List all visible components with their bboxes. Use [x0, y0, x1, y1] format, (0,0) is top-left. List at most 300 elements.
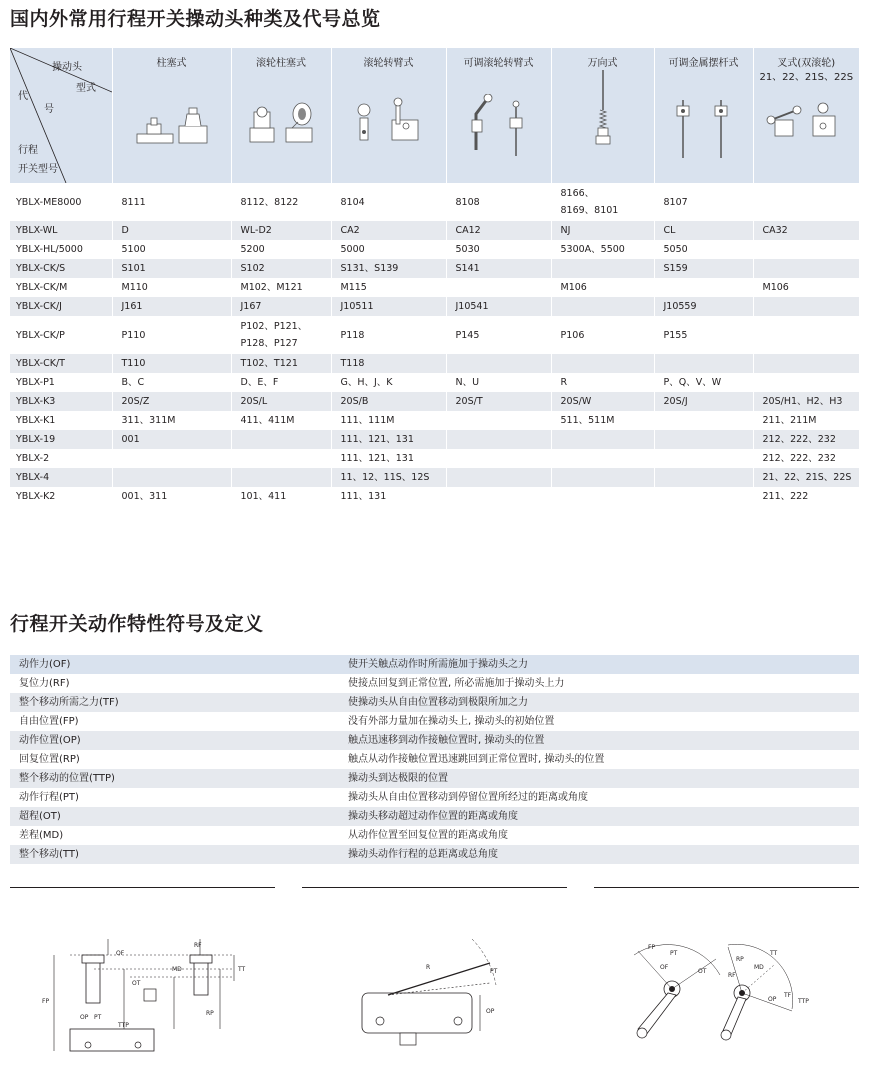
- code-cell: [654, 449, 753, 468]
- code-text: 8112、8122: [240, 196, 299, 208]
- code-text: CA12: [455, 225, 481, 236]
- diagram-label: OP: [768, 996, 777, 1003]
- code-cell: [551, 411, 654, 430]
- code-cell: [551, 297, 654, 316]
- code-cell: [446, 449, 551, 468]
- model-cell: YBLX-ME8000: [16, 196, 82, 208]
- code-cell: [112, 221, 231, 240]
- diagram-label: RF: [728, 972, 736, 979]
- model-cell: YBLX-4: [10, 468, 112, 487]
- code-cell: [551, 354, 654, 373]
- code-text: P118: [340, 329, 365, 341]
- code-cell: [112, 354, 231, 373]
- definition-cell: 触点从动作接触位置迅速跳回到正常位置时, 操动头的位置: [348, 754, 605, 765]
- code-cell: [331, 373, 446, 392]
- table-row: [10, 411, 859, 430]
- table-row: [10, 259, 859, 278]
- adjustable-roller-lever-icon: [454, 94, 544, 164]
- code-cell: [231, 373, 331, 392]
- definition-row: [10, 712, 859, 731]
- code-cell: [753, 354, 859, 373]
- code-cell: [231, 487, 331, 506]
- code-cell: [446, 487, 551, 506]
- code-text: B、C: [121, 377, 145, 388]
- column-header: [112, 48, 231, 183]
- code-cell: [654, 240, 753, 259]
- code-cell: [446, 354, 551, 373]
- code-text: 111、111M: [340, 415, 395, 426]
- diagram-label: FP: [42, 998, 50, 1005]
- actuator-code-table: [10, 48, 859, 506]
- corner-series-label: 行程: [18, 145, 38, 156]
- definition-row: [10, 845, 859, 864]
- code-text: 8169、8101: [560, 205, 619, 216]
- definition-row: [10, 693, 859, 712]
- column-name: 柱塞式: [156, 58, 187, 69]
- diagram-label: TT: [238, 966, 246, 973]
- code-cell: [654, 259, 753, 278]
- model-cell: YBLX-K1: [16, 415, 56, 426]
- code-cell: [753, 278, 859, 297]
- code-text: 8107: [663, 196, 688, 208]
- code-text: 211、222: [762, 491, 809, 502]
- adjustable-rod-icon: [659, 94, 749, 164]
- code-cell: [112, 411, 231, 430]
- code-cell: [753, 183, 859, 221]
- definition-cell: 操动头从自由位置移动到停留位置所经过的距离或角度: [348, 792, 588, 803]
- definitions-title: 行程开关动作特性符号及定义: [10, 613, 264, 635]
- code-cell: [112, 259, 231, 278]
- code-cell: [331, 487, 446, 506]
- definition-cell: 从动作位置至回复位置的距离或角度: [348, 830, 508, 841]
- code-text: M106: [762, 282, 789, 293]
- code-cell: [551, 430, 654, 449]
- term-cell: 动作力(OF): [10, 655, 339, 674]
- definition-cell: 操动头动作行程的总距离或总角度: [339, 845, 859, 864]
- divider-line: [594, 887, 859, 888]
- code-text: 5000: [340, 244, 365, 255]
- code-cell: [446, 221, 551, 240]
- code-cell: [331, 316, 446, 354]
- code-cell: [654, 183, 753, 221]
- code-text: S102: [240, 263, 265, 274]
- code-text: 001、311: [121, 491, 168, 502]
- diagram-label: R: [426, 964, 431, 971]
- code-text: 5300A、5500: [560, 244, 625, 255]
- diagram-label: OP: [486, 1008, 495, 1015]
- code-cell: [551, 278, 654, 297]
- column-header: [331, 48, 446, 183]
- model-cell: YBLX-2: [16, 453, 50, 464]
- diagram-label: TT: [770, 950, 778, 957]
- code-text: M106: [560, 282, 587, 293]
- code-cell: [231, 468, 331, 487]
- model-cell: YBLX-CK/M: [16, 282, 68, 293]
- plunger-travel-diagram: [34, 925, 264, 1061]
- code-cell: [331, 221, 446, 240]
- code-text: 212、222、232: [762, 434, 836, 445]
- code-cell: [654, 373, 753, 392]
- code-cell: [551, 221, 654, 240]
- table-row: [10, 392, 859, 411]
- code-cell: [112, 240, 231, 259]
- code-text: 001: [121, 434, 140, 445]
- code-cell: [446, 392, 551, 411]
- definition-cell: 使接点回复到正常位置, 所必需施加于操动头上力: [348, 678, 565, 689]
- code-text: D: [121, 225, 129, 236]
- code-cell: [331, 278, 446, 297]
- code-text: 5200: [240, 244, 265, 255]
- code-cell: [331, 240, 446, 259]
- column-header: [753, 48, 859, 183]
- model-cell: YBLX-CK/T: [10, 354, 112, 373]
- code-text: 8104: [340, 196, 365, 208]
- code-cell: [551, 259, 654, 278]
- definition-row: [10, 750, 859, 769]
- diagram-label: PT: [94, 1014, 102, 1021]
- code-cell: [331, 297, 446, 316]
- model-cell: YBLX-CK/J: [10, 297, 112, 316]
- model-cell: YBLX-CK/P: [16, 329, 65, 341]
- diagram-label: OP: [80, 1014, 89, 1021]
- definitions-body: [10, 655, 859, 864]
- code-cell: [446, 259, 551, 278]
- code-cell: [654, 297, 753, 316]
- term-cell: 复位力(RF): [19, 678, 70, 689]
- code-cell: [331, 354, 446, 373]
- column-name: 滚轮转臂式: [363, 58, 414, 69]
- term-cell: 超程(OT): [10, 807, 339, 826]
- code-text: 5100: [121, 244, 146, 255]
- term-cell: 差程(MD): [19, 830, 64, 841]
- code-table-body: [10, 183, 859, 506]
- code-cell: [753, 240, 859, 259]
- divider-line: [302, 887, 567, 888]
- code-cell: [331, 183, 446, 221]
- table-header-row: [10, 48, 859, 183]
- code-text: CA2: [340, 225, 360, 236]
- term-cell: 整个移动所需之力(TF): [10, 693, 339, 712]
- diagram-label: PT: [490, 968, 498, 975]
- code-cell: [551, 468, 654, 487]
- code-text: 8166、: [560, 188, 595, 199]
- model-cell: YBLX-HL/5000: [16, 244, 83, 255]
- term-cell: 整个移动(TT): [10, 845, 339, 864]
- code-cell: [446, 183, 551, 221]
- table-row: [10, 449, 859, 468]
- diagram-label: RF: [194, 942, 202, 949]
- code-text: G、H、J、K: [340, 377, 393, 388]
- term-cell: 回复位置(RP): [19, 754, 80, 765]
- diagram-label: RP: [736, 956, 744, 963]
- diagram-label: RP: [206, 1010, 214, 1017]
- code-cell: [753, 392, 859, 411]
- code-text: P106: [560, 329, 585, 341]
- model-cell: YBLX-K3: [10, 392, 112, 411]
- roller-lever-icon: [344, 94, 434, 164]
- definitions-table: [10, 655, 859, 864]
- diagram-label: TTP: [118, 1022, 129, 1029]
- code-cell: [446, 468, 551, 487]
- column-name: 叉式(双滚轮): [777, 58, 836, 69]
- code-text: S159: [663, 263, 688, 274]
- code-text: M102、M121: [240, 282, 303, 293]
- definition-row: [10, 807, 859, 826]
- code-cell: [231, 430, 331, 449]
- code-text: P110: [121, 329, 146, 341]
- definition-row: [10, 769, 859, 788]
- code-text: S141: [455, 263, 480, 274]
- code-text: J10541: [455, 301, 489, 312]
- code-cell: [112, 373, 231, 392]
- code-cell: [654, 392, 753, 411]
- code-text: 20S/T: [455, 396, 483, 407]
- diagram-label: OF: [116, 950, 125, 957]
- code-cell: [551, 240, 654, 259]
- table-row: [10, 240, 859, 259]
- plunger-icon: [127, 94, 217, 164]
- code-text: 411、411M: [240, 415, 295, 426]
- code-cell: [331, 468, 446, 487]
- code-cell: [753, 221, 859, 240]
- corner-type-label: 型式: [76, 83, 96, 94]
- code-cell: [231, 411, 331, 430]
- code-text: J161: [121, 301, 143, 312]
- code-text: M110: [121, 282, 148, 293]
- code-cell: [231, 278, 331, 297]
- table-row: [10, 183, 859, 221]
- code-cell: [331, 449, 446, 468]
- definition-cell: 使操动头从自由位置移动到极限所加之力: [339, 693, 859, 712]
- code-cell: [654, 487, 753, 506]
- code-cell: [112, 297, 231, 316]
- code-cell: [654, 278, 753, 297]
- table-row: [10, 221, 859, 240]
- diagram-label: OF: [660, 964, 669, 971]
- code-cell: [112, 316, 231, 354]
- code-cell: [654, 316, 753, 354]
- code-cell: [112, 392, 231, 411]
- definition-cell: 操动头到达极限的位置: [339, 769, 859, 788]
- code-cell: [112, 468, 231, 487]
- code-text: 20S/H1、H2、H3: [762, 396, 843, 407]
- code-text: P128、P127: [240, 338, 298, 349]
- code-cell: [112, 278, 231, 297]
- code-cell: [551, 316, 654, 354]
- code-text: 5030: [455, 244, 480, 255]
- code-text: 111、121、131: [340, 453, 414, 464]
- code-cell: [654, 411, 753, 430]
- code-text: 311、311M: [121, 415, 176, 426]
- definition-cell: 使开关触点动作时所需施加于操动头之力: [339, 655, 859, 674]
- diagram-label: OT: [132, 980, 141, 987]
- code-text: 111、121、131: [340, 434, 414, 445]
- code-cell: [446, 316, 551, 354]
- code-text: 101、411: [240, 491, 287, 502]
- definition-row: [10, 674, 859, 693]
- code-text: 8111: [121, 196, 146, 208]
- code-cell: [112, 183, 231, 221]
- code-text: S101: [121, 263, 146, 274]
- code-cell: [753, 373, 859, 392]
- column-header: [551, 48, 654, 183]
- code-cell: [753, 430, 859, 449]
- term-cell: 动作行程(PT): [19, 792, 79, 803]
- code-cell: [753, 297, 859, 316]
- column-name: 万向式: [587, 58, 618, 69]
- code-text: WL-D2: [240, 225, 272, 236]
- code-text: 5050: [663, 244, 688, 255]
- table-corner-header: [10, 48, 112, 183]
- diagram-label: TF: [784, 992, 792, 999]
- diagram-label: MD: [754, 964, 764, 971]
- code-text: T118: [340, 358, 365, 369]
- corner-series-label-2: 开关型号: [18, 164, 58, 175]
- code-text: T110: [121, 358, 146, 369]
- code-text: 8108: [455, 196, 480, 208]
- code-text: J167: [240, 301, 262, 312]
- code-cell: [753, 487, 859, 506]
- code-text: M115: [340, 282, 367, 293]
- column-sub-label: 21、22、21S、22S: [759, 72, 854, 83]
- table-row: [10, 468, 859, 487]
- model-cell: YBLX-WL: [10, 221, 112, 240]
- code-text: P、Q、V、W: [663, 377, 722, 388]
- code-cell: [753, 449, 859, 468]
- code-text: CL: [663, 225, 676, 236]
- code-text: 20S/B: [340, 396, 369, 407]
- table-row: [10, 373, 859, 392]
- diagram-label: OT: [698, 968, 707, 975]
- term-cell: 整个移动的位置(TTP): [10, 769, 339, 788]
- column-header: [654, 48, 753, 183]
- diagram-label: FP: [648, 944, 656, 951]
- column-name: 可调滚轮转臂式: [463, 58, 534, 69]
- code-cell: [551, 373, 654, 392]
- code-cell: [753, 259, 859, 278]
- code-cell: [654, 468, 753, 487]
- code-text: 212、222、232: [762, 453, 836, 464]
- lever-travel-diagram: [350, 925, 520, 1061]
- table-row: [10, 297, 859, 316]
- corner-code-label-2: 号: [44, 104, 54, 115]
- code-cell: [753, 468, 859, 487]
- definition-cell: 没有外部力量加在操动头上, 操动头的初始位置: [348, 716, 555, 727]
- code-cell: [753, 411, 859, 430]
- code-cell: [654, 221, 753, 240]
- model-cell: YBLX-K2: [16, 491, 56, 502]
- code-cell: [231, 316, 331, 354]
- term-cell: 自由位置(FP): [19, 716, 79, 727]
- column-header: [446, 48, 551, 183]
- roller-plunger-icon: [236, 94, 326, 164]
- model-cell: YBLX-19: [10, 430, 112, 449]
- code-text: P145: [455, 329, 480, 341]
- code-text: 20S/W: [560, 396, 592, 407]
- code-cell: [551, 392, 654, 411]
- code-text: 211、211M: [762, 415, 817, 426]
- diagram-label: TTP: [798, 998, 809, 1005]
- code-cell: [446, 430, 551, 449]
- model-cell: YBLX-P1: [16, 377, 55, 388]
- code-cell: [112, 449, 231, 468]
- code-cell: [446, 373, 551, 392]
- table-row: [10, 316, 859, 354]
- definition-cell: 操动头移动超过动作位置的距离或角度: [339, 807, 859, 826]
- code-cell: [331, 411, 446, 430]
- code-cell: [231, 297, 331, 316]
- overview-title: 国内外常用行程开关操动头种类及代号总览: [10, 8, 381, 30]
- code-cell: [551, 183, 654, 221]
- code-cell: [551, 487, 654, 506]
- code-text: J10559: [663, 301, 697, 312]
- code-text: 111、131: [340, 491, 387, 502]
- diagram-label: PT: [670, 950, 678, 957]
- code-cell: [112, 430, 231, 449]
- code-cell: [112, 487, 231, 506]
- rotary-angle-diagram: [624, 925, 824, 1061]
- column-header: [231, 48, 331, 183]
- definition-row: [10, 788, 859, 807]
- code-text: 21、22、21S、22S: [762, 472, 852, 483]
- code-cell: [231, 354, 331, 373]
- code-cell: [231, 183, 331, 221]
- code-cell: [446, 411, 551, 430]
- definition-row: [10, 655, 859, 674]
- table-row: [10, 430, 859, 449]
- code-text: S131、S139: [340, 263, 399, 274]
- code-cell: [331, 392, 446, 411]
- code-cell: [231, 240, 331, 259]
- code-text: NJ: [560, 225, 571, 236]
- code-text: J10511: [340, 301, 374, 312]
- code-cell: [654, 354, 753, 373]
- code-cell: [446, 240, 551, 259]
- definition-cell: 触点迅速移到动作接触位置时, 操动头的位置: [339, 731, 859, 750]
- divider-line: [10, 887, 275, 888]
- code-cell: [231, 259, 331, 278]
- code-text: N、U: [455, 377, 480, 388]
- corner-head-label: 操动头: [52, 62, 82, 73]
- code-cell: [331, 259, 446, 278]
- term-cell: 动作位置(OP): [10, 731, 339, 750]
- model-cell: YBLX-CK/S: [10, 259, 112, 278]
- code-text: 20S/Z: [121, 396, 150, 407]
- corner-code-label: 代: [18, 91, 28, 102]
- fork-double-roller-icon: [761, 94, 851, 164]
- code-cell: [446, 278, 551, 297]
- code-cell: [231, 392, 331, 411]
- code-cell: [654, 430, 753, 449]
- code-cell: [331, 430, 446, 449]
- column-name: 滚轮柱塞式: [256, 58, 306, 69]
- diagram-label: MD: [172, 966, 182, 973]
- code-text: P155: [663, 329, 688, 341]
- table-row: [10, 278, 859, 297]
- code-text: P102、P121、: [240, 321, 308, 332]
- column-name: 可调金属摆杆式: [668, 58, 739, 69]
- code-cell: [231, 449, 331, 468]
- code-text: 511、511M: [560, 415, 615, 426]
- code-text: CA32: [762, 225, 788, 236]
- code-text: R: [560, 377, 568, 388]
- code-cell: [446, 297, 551, 316]
- code-text: 11、12、11S、12S: [340, 472, 430, 483]
- coil-spring-icon: [558, 68, 648, 148]
- code-cell: [753, 316, 859, 354]
- code-text: D、E、F: [240, 377, 279, 388]
- code-text: T102、T121: [240, 358, 298, 369]
